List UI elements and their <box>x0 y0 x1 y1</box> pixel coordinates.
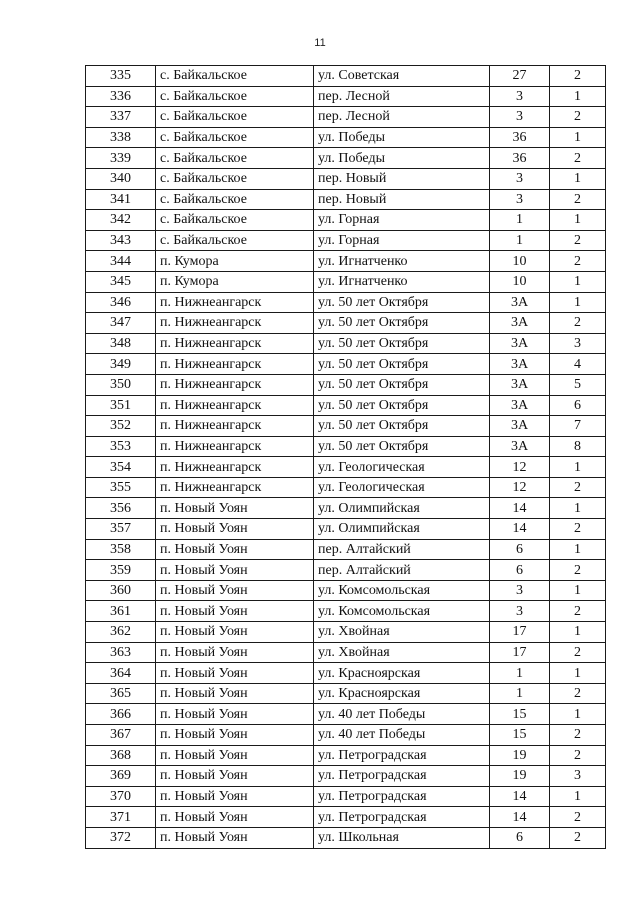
apartment-number-cell: 2 <box>550 725 606 746</box>
table-row <box>86 601 606 622</box>
house-number-cell: 14 <box>490 519 550 540</box>
row-number-cell: 338 <box>86 127 156 148</box>
street-cell: ул. Петроградская <box>314 766 490 787</box>
house-number-cell: 36 <box>490 127 550 148</box>
house-number-cell: 3 <box>490 601 550 622</box>
apartment-number-cell: 8 <box>550 436 606 457</box>
street-cell: пер. Лесной <box>314 86 490 107</box>
apartment-number-cell: 2 <box>550 313 606 334</box>
table-row <box>86 807 606 828</box>
street-cell: ул. Горная <box>314 210 490 231</box>
settlement-cell: с. Байкальское <box>156 189 314 210</box>
settlement-cell: п. Нижнеангарск <box>156 354 314 375</box>
house-number-cell: 1 <box>490 683 550 704</box>
row-number-cell: 370 <box>86 786 156 807</box>
row-number-cell: 360 <box>86 580 156 601</box>
house-number-cell: 27 <box>490 66 550 87</box>
apartment-number-cell: 1 <box>550 271 606 292</box>
row-number-cell: 342 <box>86 210 156 231</box>
house-number-cell: 1 <box>490 210 550 231</box>
apartment-number-cell: 3 <box>550 766 606 787</box>
table-row <box>86 189 606 210</box>
table-row <box>86 766 606 787</box>
house-number-cell: 3А <box>490 374 550 395</box>
settlement-cell: п. Новый Уоян <box>156 498 314 519</box>
table-row <box>86 313 606 334</box>
street-cell: ул. Петроградская <box>314 786 490 807</box>
street-cell: ул. Игнатченко <box>314 251 490 272</box>
table-row <box>86 457 606 478</box>
street-cell: ул. 50 лет Октября <box>314 416 490 437</box>
street-cell: пер. Алтайский <box>314 539 490 560</box>
street-cell: ул. Комсомольская <box>314 580 490 601</box>
table-row <box>86 663 606 684</box>
house-number-cell: 14 <box>490 498 550 519</box>
table-row <box>86 374 606 395</box>
table-row <box>86 519 606 540</box>
street-cell: ул. Школьная <box>314 827 490 848</box>
settlement-cell: п. Нижнеангарск <box>156 374 314 395</box>
street-cell: ул. Советская <box>314 66 490 87</box>
address-table-body <box>86 66 606 849</box>
row-number-cell: 345 <box>86 271 156 292</box>
house-number-cell: 12 <box>490 477 550 498</box>
house-number-cell: 1 <box>490 663 550 684</box>
house-number-cell: 15 <box>490 725 550 746</box>
row-number-cell: 371 <box>86 807 156 828</box>
apartment-number-cell: 1 <box>550 539 606 560</box>
street-cell: пер. Алтайский <box>314 560 490 581</box>
table-row <box>86 704 606 725</box>
table-row <box>86 251 606 272</box>
table-row <box>86 168 606 189</box>
table-row <box>86 498 606 519</box>
apartment-number-cell: 1 <box>550 663 606 684</box>
table-row <box>86 786 606 807</box>
house-number-cell: 6 <box>490 539 550 560</box>
house-number-cell: 3 <box>490 86 550 107</box>
house-number-cell: 14 <box>490 807 550 828</box>
settlement-cell: п. Новый Уоян <box>156 827 314 848</box>
apartment-number-cell: 1 <box>550 580 606 601</box>
table-row <box>86 745 606 766</box>
row-number-cell: 341 <box>86 189 156 210</box>
row-number-cell: 340 <box>86 168 156 189</box>
table-row <box>86 395 606 416</box>
table-row <box>86 683 606 704</box>
settlement-cell: п. Новый Уоян <box>156 663 314 684</box>
street-cell: ул. Красноярская <box>314 663 490 684</box>
settlement-cell: п. Новый Уоян <box>156 642 314 663</box>
house-number-cell: 10 <box>490 251 550 272</box>
house-number-cell: 17 <box>490 622 550 643</box>
house-number-cell: 10 <box>490 271 550 292</box>
apartment-number-cell: 1 <box>550 127 606 148</box>
apartment-number-cell: 2 <box>550 807 606 828</box>
address-table <box>85 65 606 849</box>
street-cell: ул. 50 лет Октября <box>314 333 490 354</box>
page-number: 11 <box>314 37 326 49</box>
row-number-cell: 356 <box>86 498 156 519</box>
settlement-cell: п. Новый Уоян <box>156 601 314 622</box>
table-row <box>86 436 606 457</box>
settlement-cell: п. Новый Уоян <box>156 683 314 704</box>
settlement-cell: с. Байкальское <box>156 107 314 128</box>
street-cell: ул. 50 лет Октября <box>314 313 490 334</box>
table-row <box>86 827 606 848</box>
street-cell: ул. 50 лет Октября <box>314 395 490 416</box>
street-cell: ул. Победы <box>314 127 490 148</box>
row-number-cell: 366 <box>86 704 156 725</box>
street-cell: пер. Новый <box>314 189 490 210</box>
apartment-number-cell: 2 <box>550 683 606 704</box>
apartment-number-cell: 2 <box>550 601 606 622</box>
table-row <box>86 354 606 375</box>
house-number-cell: 3А <box>490 416 550 437</box>
apartment-number-cell: 2 <box>550 519 606 540</box>
street-cell: ул. Игнатченко <box>314 271 490 292</box>
table-row <box>86 230 606 251</box>
row-number-cell: 339 <box>86 148 156 169</box>
row-number-cell: 352 <box>86 416 156 437</box>
house-number-cell: 3 <box>490 189 550 210</box>
street-cell: ул. 50 лет Октября <box>314 354 490 375</box>
settlement-cell: п. Нижнеангарск <box>156 313 314 334</box>
apartment-number-cell: 2 <box>550 251 606 272</box>
street-cell: ул. Красноярская <box>314 683 490 704</box>
row-number-cell: 335 <box>86 66 156 87</box>
row-number-cell: 353 <box>86 436 156 457</box>
row-number-cell: 368 <box>86 745 156 766</box>
row-number-cell: 344 <box>86 251 156 272</box>
street-cell: ул. 50 лет Октября <box>314 436 490 457</box>
street-cell: ул. Петроградская <box>314 807 490 828</box>
apartment-number-cell: 2 <box>550 745 606 766</box>
apartment-number-cell: 1 <box>550 622 606 643</box>
apartment-number-cell: 2 <box>550 107 606 128</box>
table-row <box>86 333 606 354</box>
house-number-cell: 3А <box>490 436 550 457</box>
apartment-number-cell: 2 <box>550 477 606 498</box>
table-row <box>86 539 606 560</box>
row-number-cell: 343 <box>86 230 156 251</box>
settlement-cell: п. Нижнеангарск <box>156 333 314 354</box>
settlement-cell: п. Новый Уоян <box>156 745 314 766</box>
street-cell: ул. Хвойная <box>314 642 490 663</box>
table-row <box>86 292 606 313</box>
settlement-cell: с. Байкальское <box>156 148 314 169</box>
settlement-cell: п. Новый Уоян <box>156 704 314 725</box>
settlement-cell: п. Новый Уоян <box>156 786 314 807</box>
street-cell: ул. 50 лет Октября <box>314 292 490 313</box>
row-number-cell: 367 <box>86 725 156 746</box>
settlement-cell: п. Новый Уоян <box>156 560 314 581</box>
settlement-cell: п. Новый Уоян <box>156 519 314 540</box>
table-row <box>86 148 606 169</box>
apartment-number-cell: 1 <box>550 704 606 725</box>
street-cell: ул. Комсомольская <box>314 601 490 622</box>
row-number-cell: 350 <box>86 374 156 395</box>
row-number-cell: 355 <box>86 477 156 498</box>
settlement-cell: с. Байкальское <box>156 168 314 189</box>
house-number-cell: 14 <box>490 786 550 807</box>
apartment-number-cell: 2 <box>550 827 606 848</box>
row-number-cell: 354 <box>86 457 156 478</box>
house-number-cell: 3А <box>490 354 550 375</box>
row-number-cell: 365 <box>86 683 156 704</box>
table-row <box>86 107 606 128</box>
table-row <box>86 127 606 148</box>
apartment-number-cell: 4 <box>550 354 606 375</box>
street-cell: ул. 40 лет Победы <box>314 704 490 725</box>
table-row <box>86 271 606 292</box>
row-number-cell: 349 <box>86 354 156 375</box>
street-cell: пер. Лесной <box>314 107 490 128</box>
house-number-cell: 3 <box>490 168 550 189</box>
house-number-cell: 3 <box>490 107 550 128</box>
table-row <box>86 66 606 87</box>
street-cell: ул. Хвойная <box>314 622 490 643</box>
house-number-cell: 6 <box>490 560 550 581</box>
apartment-number-cell: 1 <box>550 292 606 313</box>
settlement-cell: п. Новый Уоян <box>156 807 314 828</box>
apartment-number-cell: 2 <box>550 230 606 251</box>
apartment-number-cell: 1 <box>550 786 606 807</box>
settlement-cell: с. Байкальское <box>156 230 314 251</box>
settlement-cell: п. Новый Уоян <box>156 622 314 643</box>
settlement-cell: п. Нижнеангарск <box>156 477 314 498</box>
apartment-number-cell: 5 <box>550 374 606 395</box>
street-cell: ул. Олимпийская <box>314 519 490 540</box>
street-cell: ул. Олимпийская <box>314 498 490 519</box>
table-row <box>86 560 606 581</box>
settlement-cell: с. Байкальское <box>156 127 314 148</box>
house-number-cell: 3А <box>490 292 550 313</box>
apartment-number-cell: 2 <box>550 560 606 581</box>
house-number-cell: 17 <box>490 642 550 663</box>
apartment-number-cell: 6 <box>550 395 606 416</box>
apartment-number-cell: 7 <box>550 416 606 437</box>
house-number-cell: 3А <box>490 313 550 334</box>
row-number-cell: 346 <box>86 292 156 313</box>
table-row <box>86 210 606 231</box>
settlement-cell: п. Новый Уоян <box>156 580 314 601</box>
settlement-cell: с. Байкальское <box>156 210 314 231</box>
row-number-cell: 358 <box>86 539 156 560</box>
row-number-cell: 369 <box>86 766 156 787</box>
street-cell: ул. Победы <box>314 148 490 169</box>
apartment-number-cell: 1 <box>550 498 606 519</box>
row-number-cell: 359 <box>86 560 156 581</box>
house-number-cell: 6 <box>490 827 550 848</box>
apartment-number-cell: 1 <box>550 86 606 107</box>
house-number-cell: 15 <box>490 704 550 725</box>
street-cell: ул. Геологическая <box>314 457 490 478</box>
street-cell: ул. 50 лет Октября <box>314 374 490 395</box>
settlement-cell: п. Новый Уоян <box>156 725 314 746</box>
row-number-cell: 372 <box>86 827 156 848</box>
house-number-cell: 3А <box>490 395 550 416</box>
settlement-cell: п. Новый Уоян <box>156 766 314 787</box>
row-number-cell: 363 <box>86 642 156 663</box>
house-number-cell: 19 <box>490 745 550 766</box>
settlement-cell: п. Кумора <box>156 251 314 272</box>
table-row <box>86 477 606 498</box>
apartment-number-cell: 2 <box>550 189 606 210</box>
settlement-cell: п. Нижнеангарск <box>156 457 314 478</box>
table-row <box>86 86 606 107</box>
row-number-cell: 361 <box>86 601 156 622</box>
apartment-number-cell: 2 <box>550 642 606 663</box>
house-number-cell: 1 <box>490 230 550 251</box>
row-number-cell: 348 <box>86 333 156 354</box>
table-row <box>86 725 606 746</box>
row-number-cell: 336 <box>86 86 156 107</box>
table-row <box>86 580 606 601</box>
apartment-number-cell: 3 <box>550 333 606 354</box>
street-cell: ул. Геологическая <box>314 477 490 498</box>
table-row <box>86 622 606 643</box>
row-number-cell: 364 <box>86 663 156 684</box>
street-cell: пер. Новый <box>314 168 490 189</box>
house-number-cell: 19 <box>490 766 550 787</box>
table-row <box>86 642 606 663</box>
street-cell: ул. Петроградская <box>314 745 490 766</box>
house-number-cell: 12 <box>490 457 550 478</box>
settlement-cell: п. Нижнеангарск <box>156 292 314 313</box>
apartment-number-cell: 2 <box>550 66 606 87</box>
row-number-cell: 351 <box>86 395 156 416</box>
house-number-cell: 3 <box>490 580 550 601</box>
settlement-cell: п. Нижнеангарск <box>156 416 314 437</box>
settlement-cell: п. Кумора <box>156 271 314 292</box>
row-number-cell: 357 <box>86 519 156 540</box>
house-number-cell: 36 <box>490 148 550 169</box>
house-number-cell: 3А <box>490 333 550 354</box>
apartment-number-cell: 1 <box>550 457 606 478</box>
street-cell: ул. 40 лет Победы <box>314 725 490 746</box>
table-row <box>86 416 606 437</box>
settlement-cell: п. Новый Уоян <box>156 539 314 560</box>
row-number-cell: 347 <box>86 313 156 334</box>
row-number-cell: 337 <box>86 107 156 128</box>
settlement-cell: с. Байкальское <box>156 66 314 87</box>
apartment-number-cell: 1 <box>550 168 606 189</box>
row-number-cell: 362 <box>86 622 156 643</box>
settlement-cell: с. Байкальское <box>156 86 314 107</box>
settlement-cell: п. Нижнеангарск <box>156 436 314 457</box>
apartment-number-cell: 2 <box>550 148 606 169</box>
settlement-cell: п. Нижнеангарск <box>156 395 314 416</box>
apartment-number-cell: 1 <box>550 210 606 231</box>
street-cell: ул. Горная <box>314 230 490 251</box>
